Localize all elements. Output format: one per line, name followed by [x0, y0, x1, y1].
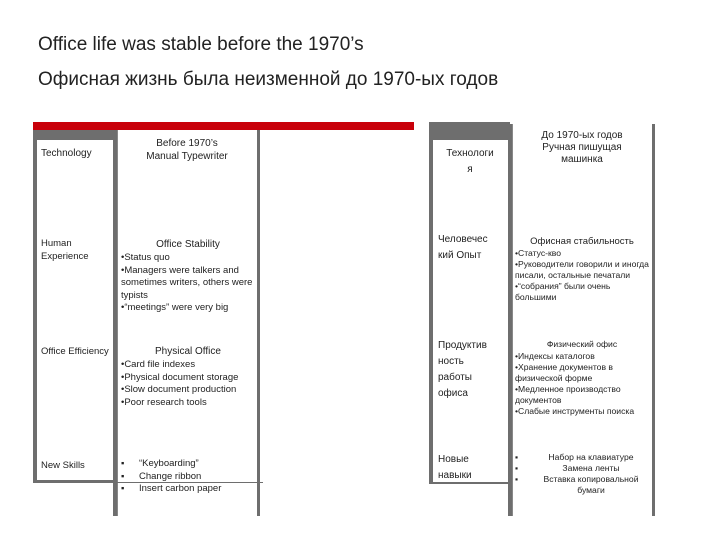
list-item: ▪ Change ribbon: [121, 470, 202, 482]
list-item: •Руководители говорили и иногда писали, остальные печатали: [515, 259, 649, 280]
accent-bar: [33, 122, 414, 130]
list-item: •Хранение документов в физической форме: [515, 362, 613, 383]
right-row-content-human-experience: [515, 235, 649, 303]
list-item: •Poor research tools: [121, 396, 207, 408]
list-item: ▪ “Keyboarding”: [121, 458, 199, 469]
office-stability-heading: Office Stability: [156, 239, 220, 250]
right-row-content-new-skills: [515, 452, 649, 496]
right-row-content-office-efficiency: [515, 338, 649, 417]
list-item: ▪ Insert carbon paper: [121, 483, 222, 494]
slide-title-russian: Офисная жизнь была неизменной до 1970-ых годов: [38, 69, 499, 90]
right-header-label: Технологи я: [446, 148, 494, 175]
list-item: •Медленное производство документов: [515, 384, 621, 405]
right-value-edge: [652, 124, 655, 516]
list-item: ▪ Замена ленты: [515, 463, 620, 473]
left-header-value: Before 1970’s Manual Typewriter: [146, 138, 228, 162]
list-item: ▪ Набор на клавиатуре: [515, 452, 634, 462]
left-value-edge: [257, 130, 260, 516]
left-row-label-human-experience: Human Experience: [41, 238, 89, 262]
list-item: •Card file indexes: [121, 359, 196, 370]
right-header-value: До 1970-ых годов Ручная пишущая машинка: [541, 130, 623, 165]
right-row-label-human-experience: Человечес кий Опыт: [438, 234, 488, 261]
list-item: •Статус-кво: [515, 248, 562, 258]
physical-office-heading-ru: Физический офис: [546, 339, 618, 349]
right-row-label-office-efficiency: Продуктив ность работы офиса: [438, 340, 487, 399]
left-header-label: Technology: [41, 148, 92, 159]
list-item: •Slow document production: [121, 384, 237, 395]
list-item: •“meetings” were very big: [121, 302, 229, 313]
slide-title-english: Office life was stable before the 1970’s: [38, 34, 364, 55]
right-label-column-fill: [433, 140, 508, 482]
list-item: ▪ Вставка копировальной бумаги: [515, 474, 639, 495]
list-item: •“собрания” были очень большими: [515, 281, 611, 302]
list-item: •Managers were talkers and sometimes writers, others were typists: [121, 264, 253, 301]
list-item: •Индексы каталогов: [515, 351, 595, 361]
left-label-column-fill: [37, 140, 113, 480]
left-row-content-new-skills: [121, 458, 255, 496]
left-row-content-human-experience: [121, 238, 255, 315]
office-stability-heading-ru: Офисная стабильность: [530, 236, 634, 247]
left-row-label-office-efficiency: Office Efficiency: [41, 346, 109, 357]
list-item: •Status quo: [121, 252, 170, 263]
left-row-label-new-skills: New Skills: [41, 460, 85, 471]
physical-office-heading: Physical Office: [155, 346, 221, 357]
right-row-label-new-skills: Новые навыки: [438, 454, 472, 481]
left-row-content-office-efficiency: [121, 345, 255, 409]
list-item: •Physical document storage: [121, 371, 239, 383]
list-item: •Слабые инструменты поиска: [515, 406, 635, 416]
